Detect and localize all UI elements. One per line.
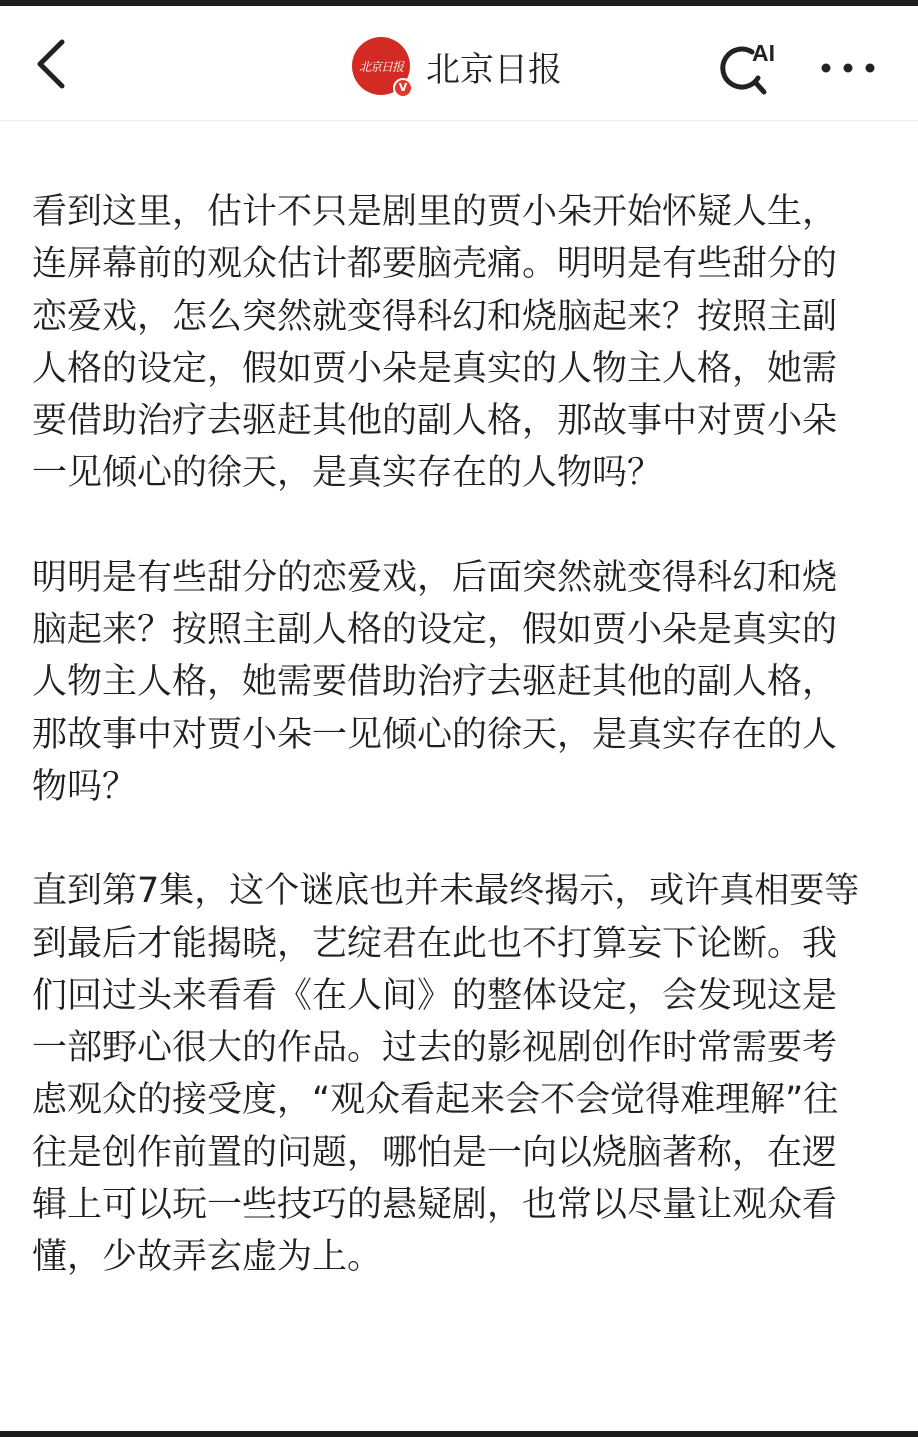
more-horizontal-icon [816,50,880,86]
source-name: 北京日报 [426,49,562,90]
top-navigation-bar [0,6,918,121]
article-paragraph-1: 看到这里，估计不只是剧里的贾小朵开始怀疑人生，连屏幕前的观众估计都要脑壳痛。明明是有些甜分的恋爱戏，怎么突然就变得科幻和烧脑起来？按照主副人格的设定，假如贾小朵是真实的人物主人格，她需要借助治疗去驱赶其他的副人格，那故事中对贾小朵一见倾心的徐天，是真实存在的人物吗？ [32,192,838,494]
verified-badge: V [393,78,413,98]
ai-label: AI [752,40,775,66]
chevron-left-icon [28,34,76,94]
source-account[interactable] [352,36,562,96]
more-options-button[interactable] [816,50,880,86]
article-paragraph-2: 明明是有些甜分的恋爱戏，后面突然就变得科幻和烧脑起来？按照主副人格的设定，假如贾小朵是真实的人物主人格，她需要借助治疗去驱赶其他的副人格，那故事中对贾小朵一见倾心的徐天，是真实存在的人物吗？ [32,557,838,807]
article-paragraph-3: 直到第7集，这个谜底也并未最终揭示，或许真相要等到最后才能揭晓，艺绽君在此也不打算妄下论断。我们回过头来看看《在人间》的整体设定，会发现这是一部野心很大的作品。过去的影视剧创作时常需要考虑观众的接受度，“观众看起来会不会觉得难理解”往往是创作前置的问题，哪怕是一向以烧脑著称，在逻辑上可以玩一些技巧的悬疑剧，也常以尽量让观众看懂，少故弄玄虚为上。 [32,871,860,1278]
ai-search-button[interactable] [714,38,778,98]
back-button[interactable] [28,34,76,94]
ai-search-icon [714,38,778,98]
logo-text: 北京日报 [358,59,403,74]
article-body [32,186,868,1284]
source-logo [352,37,410,95]
